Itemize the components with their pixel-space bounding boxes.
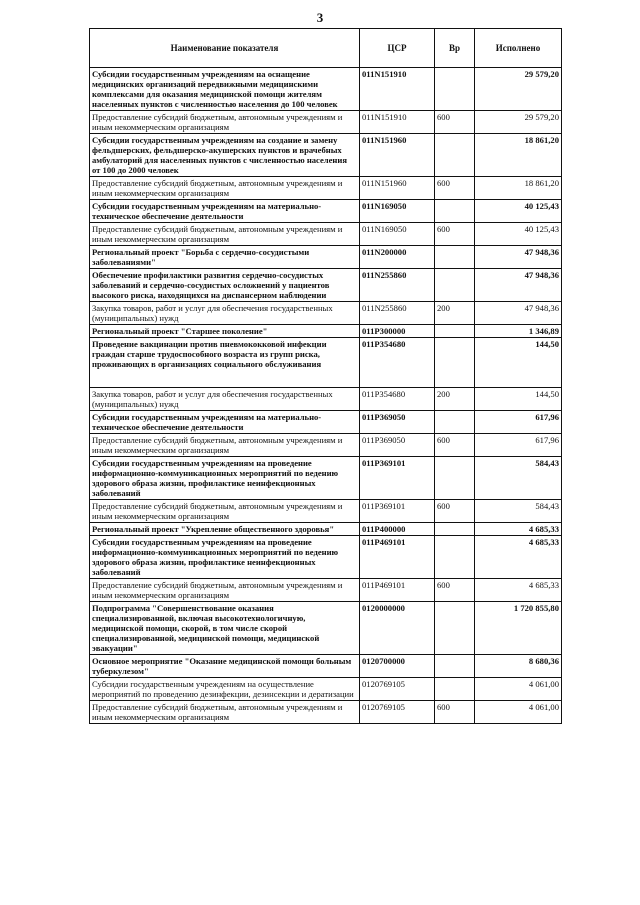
table-row bbox=[90, 701, 562, 724]
table-row bbox=[90, 434, 562, 457]
row-csr-cell: 011N255860 bbox=[360, 302, 435, 325]
table-row bbox=[90, 111, 562, 134]
row-amount-cell: 4 061,00 bbox=[475, 701, 562, 724]
row-csr-cell: 011N151910 bbox=[360, 68, 435, 111]
row-csr-cell: 011N151910 bbox=[360, 111, 435, 134]
row-name-cell: Предоставление субсидий бюджетным, автономным учреждениям и иным некоммерческим организациям bbox=[90, 500, 360, 523]
table-row bbox=[90, 655, 562, 678]
row-name-cell: Обеспечение профилактики развития сердечно-сосудистых заболеваний и сердечно-сосудистых осложнений у пациентов высокого риска, находящихся на диспансерном наблюдении bbox=[90, 269, 360, 302]
row-csr-cell: 011P354680 bbox=[360, 388, 435, 411]
row-name-cell: Предоставление субсидий бюджетным, автономным учреждениям и иным некоммерческим организациям bbox=[90, 434, 360, 457]
row-amount-cell: 4 061,00 bbox=[475, 678, 562, 701]
table-row bbox=[90, 200, 562, 223]
row-amount-cell: 4 685,33 bbox=[475, 579, 562, 602]
row-amount-cell: 47 948,36 bbox=[475, 302, 562, 325]
header-csr: ЦСР bbox=[360, 29, 435, 68]
table-header-row bbox=[90, 29, 562, 68]
table-row bbox=[90, 536, 562, 579]
row-csr-cell: 011P369101 bbox=[360, 457, 435, 500]
table-body bbox=[90, 68, 562, 724]
row-csr-cell: 011P469101 bbox=[360, 579, 435, 602]
row-vr-cell: 600 bbox=[435, 500, 475, 523]
row-name-cell: Региональный проект "Старшее поколение" bbox=[90, 325, 360, 338]
row-amount-cell: 40 125,43 bbox=[475, 200, 562, 223]
row-name-cell: Субсидии государственным учреждениям на создание и замену фельдшерских, фельдшерско-акушерских пунктов и врачебных амбулаторий для населенных пунктов с численностью населения от 100 до 2000 человек bbox=[90, 134, 360, 177]
row-vr-cell bbox=[435, 536, 475, 579]
row-name-cell: Субсидии государственным учреждениям на оснащение медицинских организаций передвижными медицинскими комплексами для оказания медицинской помощи жителям населенных пунктов с численностью населения до 100 человек bbox=[90, 68, 360, 111]
row-name-cell: Субсидии государственным учреждениям на проведение информационно-коммуникационных мероприятий по ведению здорового образа жизни, профилактике неинфекционных заболеваний bbox=[90, 457, 360, 500]
row-name-cell: Региональный проект "Укрепление общественного здоровья" bbox=[90, 523, 360, 536]
table-row bbox=[90, 388, 562, 411]
row-csr-cell: 011P354680 bbox=[360, 338, 435, 388]
row-csr-cell: 011N151960 bbox=[360, 177, 435, 200]
table-row bbox=[90, 411, 562, 434]
row-csr-cell: 0120769105 bbox=[360, 701, 435, 724]
row-name-cell: Предоставление субсидий бюджетным, автономным учреждениям и иным некоммерческим организациям bbox=[90, 701, 360, 724]
row-csr-cell: 011P300000 bbox=[360, 325, 435, 338]
budget-table bbox=[89, 28, 562, 724]
row-vr-cell: 600 bbox=[435, 434, 475, 457]
row-name-cell: Субсидии государственным учреждениям на осуществление мероприятий по проведению дезинфекции, дезинсекции и дератизации bbox=[90, 678, 360, 701]
table-row bbox=[90, 134, 562, 177]
row-vr-cell bbox=[435, 246, 475, 269]
row-vr-cell: 200 bbox=[435, 388, 475, 411]
row-vr-cell bbox=[435, 678, 475, 701]
row-name-cell: Предоставление субсидий бюджетным, автономным учреждениям и иным некоммерческим организациям bbox=[90, 579, 360, 602]
row-vr-cell bbox=[435, 411, 475, 434]
row-name-cell: Предоставление субсидий бюджетным, автономным учреждениям и иным некоммерческим организациям bbox=[90, 177, 360, 200]
row-name-cell: Подпрограмма "Совершенствование оказания специализированной, включая высокотехнологичную, медицинской помощи, скорой, в том числе скорой специализированной, медицинской помощи, медицинской эвакуации" bbox=[90, 602, 360, 655]
row-vr-cell: 600 bbox=[435, 111, 475, 134]
row-name-cell: Предоставление субсидий бюджетным, автономным учреждениям и иным некоммерческим организациям bbox=[90, 111, 360, 134]
row-vr-cell bbox=[435, 338, 475, 388]
row-name-cell: Предоставление субсидий бюджетным, автономным учреждениям и иным некоммерческим организациям bbox=[90, 223, 360, 246]
table-row bbox=[90, 338, 562, 388]
row-vr-cell bbox=[435, 523, 475, 536]
table-row bbox=[90, 68, 562, 111]
row-amount-cell: 4 685,33 bbox=[475, 523, 562, 536]
row-amount-cell: 617,96 bbox=[475, 434, 562, 457]
row-amount-cell: 8 680,36 bbox=[475, 655, 562, 678]
row-csr-cell: 011N151960 bbox=[360, 134, 435, 177]
row-vr-cell: 600 bbox=[435, 177, 475, 200]
table-row bbox=[90, 523, 562, 536]
table-row bbox=[90, 325, 562, 338]
row-amount-cell: 47 948,36 bbox=[475, 246, 562, 269]
table-row bbox=[90, 579, 562, 602]
row-amount-cell: 47 948,36 bbox=[475, 269, 562, 302]
row-name-cell: Проведение вакцинации против пневмококковой инфекции граждан старше трудоспособного возраста из групп риска, проживающих в организациях социального обслуживания bbox=[90, 338, 360, 388]
row-csr-cell: 011N200000 bbox=[360, 246, 435, 269]
row-vr-cell: 600 bbox=[435, 223, 475, 246]
row-amount-cell: 18 861,20 bbox=[475, 177, 562, 200]
row-vr-cell: 600 bbox=[435, 701, 475, 724]
row-vr-cell bbox=[435, 325, 475, 338]
row-name-cell: Основное мероприятие "Оказание медицинской помощи больным туберкулезом" bbox=[90, 655, 360, 678]
header-name: Наименование показателя bbox=[90, 29, 360, 68]
row-amount-cell: 144,50 bbox=[475, 388, 562, 411]
row-vr-cell bbox=[435, 457, 475, 500]
row-amount-cell: 1 346,89 bbox=[475, 325, 562, 338]
header-amount: Исполнено bbox=[475, 29, 562, 68]
row-csr-cell: 011P469101 bbox=[360, 536, 435, 579]
row-amount-cell: 29 579,20 bbox=[475, 111, 562, 134]
table-row bbox=[90, 457, 562, 500]
row-amount-cell: 18 861,20 bbox=[475, 134, 562, 177]
table-row bbox=[90, 602, 562, 655]
row-amount-cell: 4 685,33 bbox=[475, 536, 562, 579]
row-csr-cell: 011N169050 bbox=[360, 200, 435, 223]
table-row bbox=[90, 246, 562, 269]
row-amount-cell: 40 125,43 bbox=[475, 223, 562, 246]
row-amount-cell: 144,50 bbox=[475, 338, 562, 388]
row-csr-cell: 011P400000 bbox=[360, 523, 435, 536]
header-vr: Вр bbox=[435, 29, 475, 68]
row-amount-cell: 617,96 bbox=[475, 411, 562, 434]
page-number: 3 bbox=[316, 10, 324, 25]
table-row bbox=[90, 269, 562, 302]
row-csr-cell: 011P369050 bbox=[360, 434, 435, 457]
row-vr-cell bbox=[435, 68, 475, 111]
table-row bbox=[90, 223, 562, 246]
row-name-cell: Субсидии государственным учреждениям на проведение информационно-коммуникационных мероприятий по ведению здорового образа жизни, профилактике неинфекционных заболеваний bbox=[90, 536, 360, 579]
row-amount-cell: 584,43 bbox=[475, 457, 562, 500]
row-csr-cell: 0120769105 bbox=[360, 678, 435, 701]
row-name-cell: Региональный проект "Борьба с сердечно-сосудистыми заболеваниями" bbox=[90, 246, 360, 269]
row-amount-cell: 1 720 855,80 bbox=[475, 602, 562, 655]
row-csr-cell: 011P369101 bbox=[360, 500, 435, 523]
row-csr-cell: 011N255860 bbox=[360, 269, 435, 302]
row-name-cell: Закупка товаров, работ и услуг для обеспечения государственных (муниципальных) нужд bbox=[90, 302, 360, 325]
row-csr-cell: 0120000000 bbox=[360, 602, 435, 655]
row-vr-cell bbox=[435, 602, 475, 655]
row-name-cell: Субсидии государственным учреждениям на материально-техническое обеспечение деятельности bbox=[90, 200, 360, 223]
row-name-cell: Закупка товаров, работ и услуг для обеспечения государственных (муниципальных) нужд bbox=[90, 388, 360, 411]
row-csr-cell: 011N169050 bbox=[360, 223, 435, 246]
row-vr-cell bbox=[435, 134, 475, 177]
row-amount-cell: 584,43 bbox=[475, 500, 562, 523]
table-row bbox=[90, 177, 562, 200]
row-vr-cell: 600 bbox=[435, 579, 475, 602]
row-csr-cell: 0120700000 bbox=[360, 655, 435, 678]
row-vr-cell: 200 bbox=[435, 302, 475, 325]
table-row bbox=[90, 500, 562, 523]
row-vr-cell bbox=[435, 655, 475, 678]
row-amount-cell: 29 579,20 bbox=[475, 68, 562, 111]
row-name-cell: Субсидии государственным учреждениям на материально-техническое обеспечение деятельности bbox=[90, 411, 360, 434]
row-csr-cell: 011P369050 bbox=[360, 411, 435, 434]
row-vr-cell bbox=[435, 269, 475, 302]
table-row bbox=[90, 302, 562, 325]
table-row bbox=[90, 678, 562, 701]
row-vr-cell bbox=[435, 200, 475, 223]
